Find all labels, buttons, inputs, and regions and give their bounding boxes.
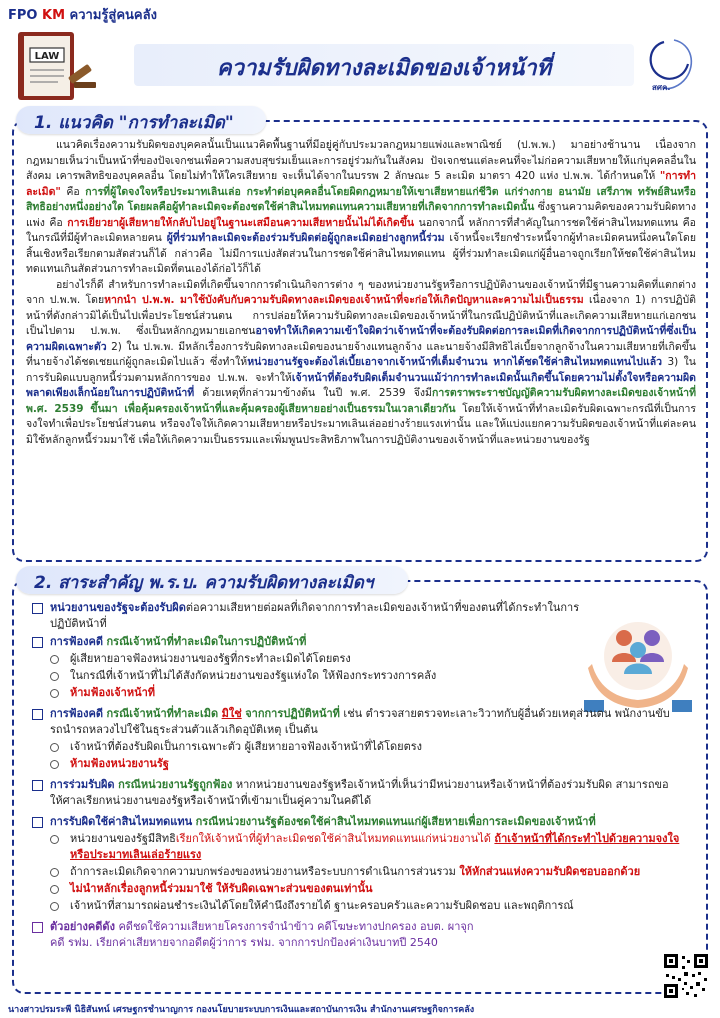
checkbox-square-icon [32,603,43,614]
bullet-circle-icon [50,885,59,894]
section1-body [26,138,696,448]
checkbox-square-icon [32,637,43,648]
bullet-circle-icon [50,868,59,877]
qr-code-icon [662,952,710,1000]
brand [8,4,157,25]
sub-item: หน่วยงานของรัฐมีสิทธิเรียกให้เจ้าหน้าที่ผู้ทำละเมิดชดใช้ค่าสินไหมทดแทนแก่หน่วยงานได้ ถ้าเจ้าหน้าที่ได้กระทำไปด้วยความจงใจหรือประมาทเลินเล่อร้ายแรง [30,831,680,863]
section1-title: 1. แนวคิด "การทำละเมิด" [34,113,234,133]
list-item-lawsuit-off-duty: การฟ้องคดี กรณีเจ้าหน้าที่ทำละเมิด มิใช่ จากการปฏิบัติหน้าที่ เช่น ตำรวจสายตรวจทะเลาะวิวาทกับผู้อื่นด้วยเหตุส่วนตน พนักงานขับรถนำรถหลวงไปใช้ในธุระส่วนตัวแล้วเกิดอุบัติเหตุ เป็นต้น [30,706,680,738]
checkbox-square-icon [32,817,43,828]
logo-caption: สศค. [652,83,671,92]
checkbox-square-icon [32,922,43,933]
sub-item: ถ้าการละเมิดเกิดจากความบกพร่องของหน่วยงานหรือระบบการดำเนินการส่วนรวม ให้หักส่วนแห่งความรับผิดชอบออกด้วย [30,864,680,880]
section1-paragraph-2: อย่างไรก็ดี สำหรับการทำละเมิดที่เกิดขึ้นจากการดำเนินกิจการต่าง ๆ ของหน่วยงานรัฐหรือการปฏิบัติงานของเจ้าหน้าที่มีฐานความคิดที่แตกต่างจาก ป.พ.พ. โดยหากนำ ป.พ.พ. มาใช้บังคับกับความรับผิดทางละเมิดของเจ้าหน้าที่จะก่อให้เกิดปัญหาและความไม่เป็นธรรม เนื่องจาก 1) การปฏิบัติหน้าที่ดังกล่าวมิได้เป็นไปเพื่อประโยชน์ส่วนตน การปล่อยให้ความรับผิดทางละเมิดของเจ้าหน้าที่ในกรณีปฏิบัติหน้าที่และเกิดความเสียหายแก่เอกชนเป็นไปตาม ป.พ.พ. ซึ่งเป็นหลักกฎหมายเอกชนอาจทำให้เกิดความเข้าใจผิดว่าเจ้าหน้าที่จะต้องรับผิดต่อการละเมิดที่เกิดจากการปฏิบัติหน้าที่ซึ่งเป็นความผิดเฉพาะตัว 2) ใน ป.พ.พ. มีหลักเรื่องการรับผิดทางละเมิดของนายจ้างแทนลูกจ้าง และนายจ้างมีสิทธิไล่เบี้ยจากลูกจ้างในความเสียหายที่เกิดขึ้นที่นายจ้างได้ชดเชยแก่ผู้ถูกละเมิดไปแล้ว ซึ่งทำให้หน่วยงานรัฐจะต้องไล่เบี้ยเอาจากเจ้าหน้าที่เต็มจำนวน หากได้ชดใช้ค่าสินไหมทดแทนไปแล้ว 3) ในการรับผิดแบบลูกหนี้ร่วมตามหลักการของ ป.พ.พ. จะทำให้เจ้าหน้าที่ต้องรับผิดเต็มจำนวนแม้ว่าการทำละเมิดนั้นเกิดขึ้นโดยความไม่ตั้งใจหรือความผิดพลาดเพียงเล็กน้อยในการปฏิบัติหน้าที่ ด้วยเหตุที่กล่าวมาข้างต้น ในปี พ.ศ. 2539 จึงมีการตราพระราชบัญญัติความรับผิดทางละเมิดของเจ้าหน้าที่ พ.ศ. 2539 ขึ้นมา เพื่อคุ้มครองเจ้าหน้าที่และคุ้มครองผู้เสียหายอย่างเป็นธรรมในเวลาเดียวกัน โดยให้เจ้าหน้าที่ทำละเมิดรับผิดเฉพาะกรณีที่เป็นการจงใจทำเพื่อประโยชน์ส่วนตน หรือจงใจให้เกิดความเสียหายหรือประมาทเลินเล่ออย่างร้ายแรงเท่านั้น และให้แบ่งแยกความรับผิดของเจ้าหน้าที่แต่ละคน มิใช้หลักลูกหนี้ร่วมมาใช้ เพื่อให้เกิดความเป็นธรรมและเพิ่มพูนประสิทธิภาพในการปฏิบัติงานของเจ้าหน้าที่และหน่วยงานของรัฐ [26,278,696,446]
bullet-circle-icon [50,743,59,752]
brand-prefix: FPO [8,8,38,23]
checkbox-square-icon [32,709,43,720]
section2-title: 2. สาระสำคัญ พ.ร.บ. ความรับผิดทางละเมิดฯ [34,573,374,593]
list-item-agency-liability: หน่วยงานของรัฐจะต้องรับผิดต่อความเสียหายต่อผลที่เกิดจากการทำละเมิดของเจ้าหน้าที่ของตนที่ได้กระทำในการปฏิบัติหน้าที่ [30,600,680,632]
title-banner [134,44,634,86]
bullet-circle-icon [50,835,59,844]
section1-title-bar [16,106,266,134]
sub-item: ผู้เสียหายอาจฟ้องหน่วยงานของรัฐที่กระทำละเมิดได้โดยตรง [30,651,680,667]
section2-list [30,598,680,951]
brand-suffix: ความรู้สู่คนคลัง [69,8,157,23]
header [14,30,714,102]
list-item-famous-cases: ตัวอย่างคดีดัง คดีชดใช้ความเสียหายโครงการจำนำข้าว คดีโฆษะทางปกครอง อบต. ผาจุก คดี รฟม. เรียกค่าเสียหายจากอดีตผู้ว่าการ รฟม. จากการปกป้องค่าเงินบาทปี 2540 [30,919,680,951]
bullet-circle-icon [50,655,59,664]
fpo-logo-icon [634,34,710,98]
list-item-joint-liability: การร่วมรับผิด กรณีหน่วยงานรัฐถูกฟ้อง หากหน่วยงานของรัฐหรือเจ้าหน้าที่เห็นว่ามีหน่วยงานหรือเจ้าหน้าที่ต้องร่วมรับผิด สามารถขอให้ศาลเรียกหน่วยงานของรัฐหรือเจ้าหน้าที่เข้ามาเป็นคู่ความในคดีได้ [30,777,680,809]
sub-item: ห้ามฟ้องหน่วยงานรัฐ [30,756,680,772]
sub-item: ในกรณีที่เจ้าหน้าที่ไม่ได้สังกัดหน่วยงานของรัฐแห่งใด ให้ฟ้องกระทรวงการคลัง [30,668,680,684]
top-bar [0,0,720,24]
sub-item: ไม่นำหลักเรื่องลูกหนี้ร่วมมาใช้ ให้รับผิดเฉพาะส่วนของตนเท่านั้น [30,881,680,897]
sub-item: เจ้าหน้าที่ต้องรับผิดเป็นการเฉพาะตัว ผู้เสียหายอาจฟ้องเจ้าหน้าที่ได้โดยตรง [30,739,680,755]
page-title: ความรับผิดทางละเมิดของเจ้าหน้าที่ [216,56,552,81]
section1-paragraph-1: แนวคิดเรื่องความรับผิดของบุคคลนั้นเป็นแนวคิดพื้นฐานที่มีอยู่คู่กับประมวลกฎหมายแพ่งและพาณิชย์ (ป.พ.พ.) มาอย่างช้านาน เนื่องจากกฎหมายเห็นว่าเป็นหน้าที่ของปัจเจกชนเพื่อความสงบสุขร่มเย็นและการอยู่ร่วมกันในสังคม ปัจเจกชนแต่ละคนที่จะไม่ก่อความเสียหายให้แก่บุคคลอื่นในสังคม เคารพสิทธิของบุคคลอื่น โดยไม่ทำให้ใครเสียหาย จะเห็นได้จากในบรรพ 2 ลักษณะ 5 ละเมิด มาตรา 420 แห่ง ป.พ.พ. ได้กำหนดให้ "การทำละเมิด" คือ การที่ผู้ใดจงใจหรือประมาทเลินเล่อ กระทำต่อบุคคลอื่นโดยผิดกฎหมายให้เขาเสียหายแก่ชีวิต แก่ร่างกาย อนามัย เสรีภาพ ทรัพย์สินหรือสิทธิอย่างหนึ่งอย่างใด โดยผลคือผู้ทำละเมิดจะต้องชดใช้ค่าสินไหมทดแทนความเสียหายที่เกิดจากการทำละเมิดนั้น ซึ่งฐานความคิดของความรับผิดทางแพ่ง คือ การเยียวยาผู้เสียหายให้กลับไปอยู่ในฐานะเสมือนความเสียหายนั้นไม่ได้เกิดขึ้น นอกจากนี้ หลักการที่สำคัญในการชดใช้ค่าสินไหมทดแทน คือ ในกรณีที่มีผู้ทำละเมิดหลายคน ผู้ที่ร่วมทำละเมิดจะต้องร่วมรับผิดต่อผู้ถูกละเมิดอย่างลูกหนี้ร่วม เจ้าหนี้จะเรียกชำระหนี้จากผู้ทำละเมิดคนหนึ่งคนใดโดยสิ้นเชิงหรือเรียกตามสัดส่วนก็ได้ กล่าวคือ ไม่มีการแบ่งสัดส่วนในการชดใช้ค่าสินไหมทดแทน ผู้ที่ร่วมทำละเมิดแก่ผู้อื่นอาจถูกเรียกให้ชดใช้ค่าสินไหมทดแทนเกินสัดส่วนการทำละเมิดที่ตนเองได้ก่อไว้ก็ได้ [26,139,696,275]
footer-author: นางสาวปรมระพี นิธิสันทน์ เศรษฐกรชำนาญการ กองนโยบายระบบการเงินและสถาบันการเงิน สำนักงานเศรษฐกิจการคลัง [8,1005,475,1015]
bullet-circle-icon [50,672,59,681]
checkbox-square-icon [32,780,43,791]
brand-km: KM [42,8,66,23]
list-item-lawsuit-on-duty: การฟ้องคดี กรณีเจ้าหน้าที่ทำละเมิดในการปฏิบัติหน้าที่ [30,634,680,650]
law-book-icon [14,26,100,106]
bullet-circle-icon [50,760,59,769]
bullet-circle-icon [50,902,59,911]
section2-title-bar [16,566,408,594]
sub-item: เจ้าหน้าที่สามารถผ่อนชำระเงินได้โดยให้คำนึงถึงรายได้ ฐานะครอบครัวและความรับผิดชอบ และพฤติการณ์ [30,898,680,914]
bullet-circle-icon [50,689,59,698]
sub-item: ห้ามฟ้องเจ้าหน้าที่ [30,685,680,701]
list-item-compensation: การรับผิดใช้ค่าสินไหมทดแทน กรณีหน่วยงานรัฐต้องชดใช้ค่าสินไหมทดแทนแก่ผู้เสียหายเพื่อการละเมิดของเจ้าหน้าที่ [30,814,680,830]
law-book-label: LAW [34,51,60,62]
